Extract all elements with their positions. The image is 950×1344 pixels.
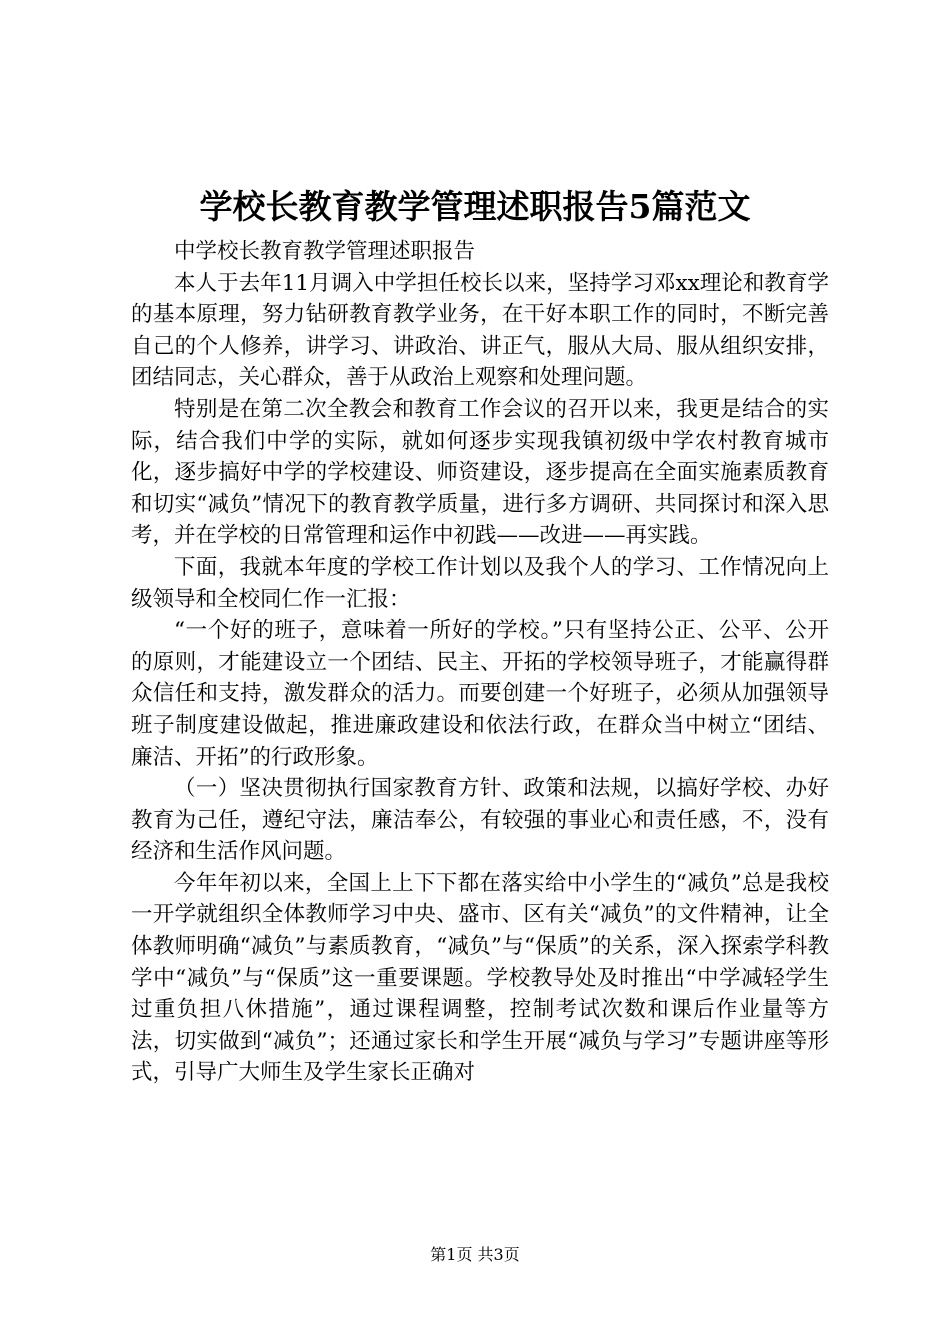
paragraph: 下面，我就本年度的学校工作计划以及我个人的学习、工作情况向上级领导和全校同仁作一汇报：	[131, 554, 829, 612]
paragraph: 今年年初以来，全国上上下下都在落实给中小学生的“减负”总是我校一开学就组织全体教师学习中央、盛市、区有关“减负”的文件精神，让全体教师明确“减负”与素质教育，“减负”与“保质”的关系，深入探索学科教学中“减负”与“保质”这一重要课题。学校教导处及时推出“中学减轻学生过重负担八休措施”，通过课程调整，控制考试次数和课后作业量等方法，切实做到“减负”；还通过家长和学生开展“减负与学习”专题讲座等形式，引导广大师生及学生家长正确对	[131, 870, 829, 1086]
paragraph: 特别是在第二次全教会和教育工作会议的召开以来，我更是结合的实际，结合我们中学的实际，就如何逐步实现我镇初级中学农村教育城市化，逐步搞好中学的学校建设、师资建设，逐步提高在全面实施素质教育和切实“减负”情况下的教育教学质量，进行多方调研、共同探讨和深入思考，并在学校的日常管理和运作中初践——改进——再实践。	[131, 396, 829, 549]
page-number-footer: 第1页 共3页	[430, 1245, 520, 1264]
paragraph-subtitle: 中学校长教育教学管理述职报告	[174, 239, 476, 264]
paragraph: 本人于去年11月调入中学担任校长以来，坚持学习邓xx理论和教育学的基本原理，努力钻研教育教学业务，在干好本职工作的同时，不断完善自己的个人修养，讲学习、讲政治、讲正气，服从大局、服从组织安排，团结同志，关心群众，善于从政治上观察和处理问题。	[131, 270, 829, 391]
page-title: 学校长教育教学管理述职报告5篇范文	[199, 187, 751, 226]
document-body	[131, 236, 829, 1089]
paragraph: （一）坚决贯彻执行国家教育方针、政策和法规，以搞好学校、办好教育为己任，遵纪守法，廉洁奉公，有较强的事业心和责任感，不，没有经济和生活作风问题。	[131, 776, 829, 865]
paragraph: “一个好的班子，意味着一所好的学校。”只有坚持公正、公平、公开的原则，才能建设立一个团结、民主、开拓的学校领导班子，才能赢得群众信任和支持，激发群众的活力。而要创建一个好班子，必须从加强领导班子制度建设做起，推进廉政建设和依法行政，在群众当中树立“团结、廉洁、开拓”的行政形象。	[131, 618, 829, 770]
